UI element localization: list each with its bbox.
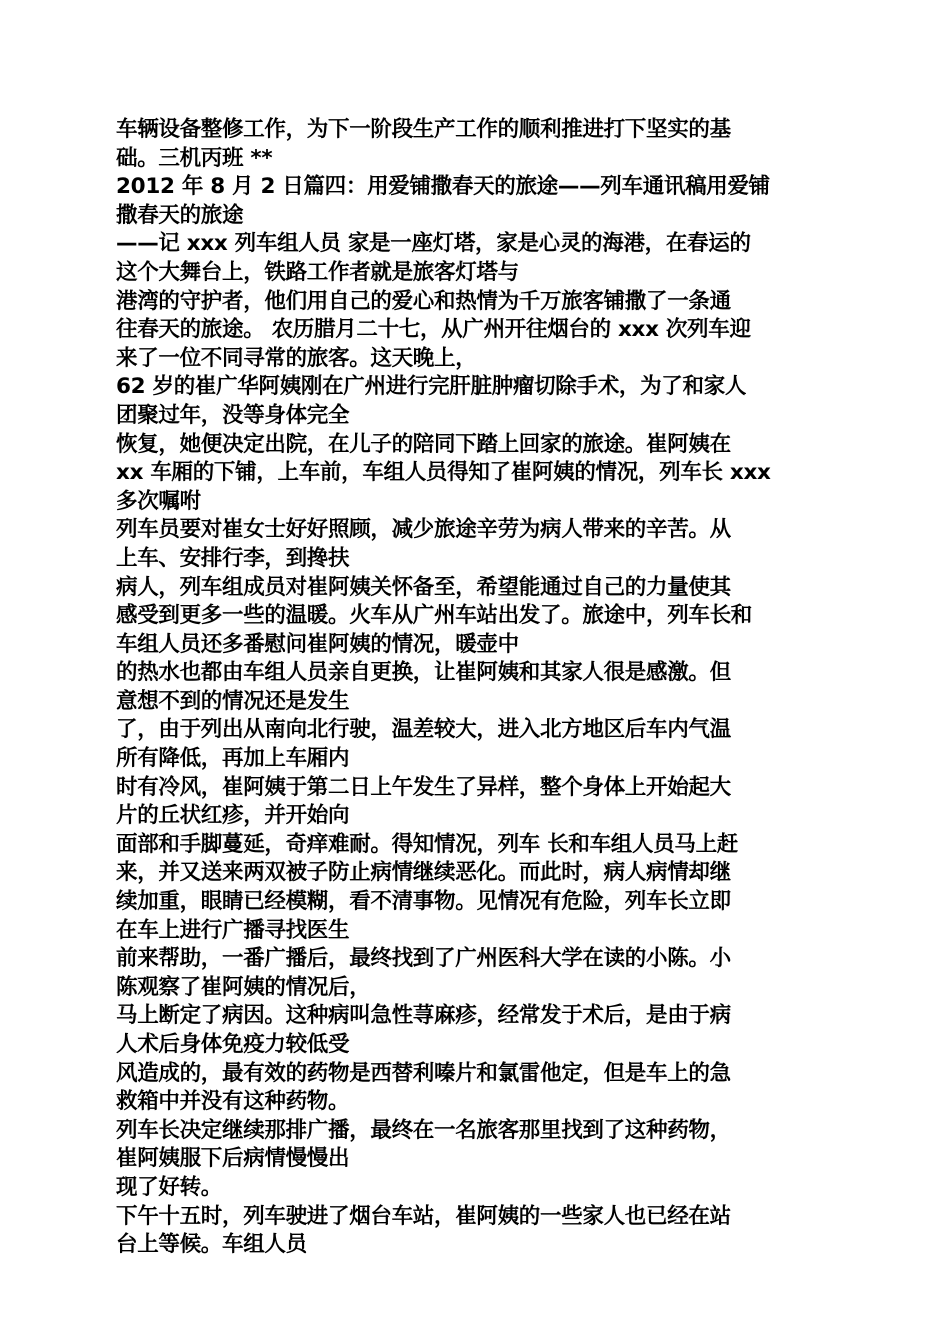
text-line: 这个大舞台上，铁路工作者就是旅客灯塔与: [116, 259, 519, 285]
text-line: 列车员要对崔女士好好照顾，减少旅途辛劳为病人带来的辛苦。从: [116, 517, 731, 543]
text-line: 港湾的守护者，他们用自己的爱心和热情为千万旅客铺撒了一条通: [116, 288, 731, 314]
text-line: 撒春天的旅途: [116, 202, 244, 228]
text-line: 感受到更多一些的温暖。火车从广州车站出发了。旅途中，列车长和: [116, 603, 753, 629]
text-line: 现了好转。: [116, 1174, 223, 1200]
text-line: 台上等候。车组人员: [116, 1232, 307, 1258]
text-line: 来，并又送来两双被子防止病情继续恶化。而此时，病人病情却继: [116, 860, 731, 886]
text-line: xx 车厢的下铺，上车前，车组人员得知了崔阿姨的情况，列车长 xxx: [116, 460, 771, 486]
article-body: [116, 116, 836, 1260]
text-line: 陈观察了崔阿姨的情况后，: [116, 974, 371, 1000]
text-line: 前来帮助，一番广播后，最终找到了广州医科大学在读的小陈。小: [116, 946, 731, 972]
text-line: 风造成的，最有效的药物是西替利嗪片和氯雷他定，但是车上的急: [116, 1060, 731, 1086]
text-line: 病人，列车组成员对崔阿姨关怀备至，希望能通过自己的力量使其: [116, 574, 731, 600]
text-line: 崔阿姨服下后病情慢慢出: [116, 1146, 350, 1172]
text-line: 在车上进行广播寻找医生: [116, 917, 350, 943]
text-line: 意想不到的情况还是发生: [116, 688, 350, 714]
text-line: 团聚过年，没等身体完全: [116, 402, 350, 428]
text-line: 人术后身体免疫力较低受: [116, 1032, 350, 1057]
text-line: 多次嘱咐: [116, 488, 201, 514]
text-line: 车辆设备整修工作，为下一阶段生产工作的顺利推进打下坚实的基: [116, 117, 731, 142]
text-line: 来了一位不同寻常的旅客。这天晚上，: [116, 345, 477, 371]
text-line: 了，由于列出从南向北行驶，温差较大，进入北方地区后车内气温: [116, 717, 731, 743]
text-line: 救箱中并没有这种药物。: [116, 1089, 350, 1115]
text-line: 片的丘状红疹，并开始向: [116, 803, 350, 829]
text-line: 往春天的旅途。 农历腊月二十七，从广州开往烟台的 xxx 次列车迎: [116, 317, 751, 343]
text-line: 所有降低，再加上车厢内: [116, 746, 350, 772]
text-line: ——记 xxx 列车组人员 家是一座灯塔，家是心灵的海港，在春运的: [116, 231, 751, 257]
text-line: 面部和手脚蔓延，奇痒难耐。得知情况，列车 长和车组人员马上赶: [116, 831, 738, 857]
text-line: 62 岁的崔广华阿姨刚在广州进行完肝脏肿瘤切除手术，为了和家人: [116, 374, 747, 400]
text-line: 下午十五时，列车驶进了烟台车站，崔阿姨的一些家人也已经在站: [116, 1203, 731, 1229]
text-line: 础。三机丙班 **: [116, 145, 273, 171]
text-line: 马上断定了病因。这种病叫急性荨麻疹，经常发于术后，是由于病: [116, 1003, 731, 1029]
text-line: 的热水也都由车组人员亲自更换，让崔阿姨和其家人很是感激。但: [116, 660, 731, 686]
text-line: 恢复，她便决定出院，在儿子的陪同下踏上回家的旅途。崔阿姨在: [116, 431, 731, 457]
text-line: 时有冷风，崔阿姨于第二日上午发生了异样，整个身体上开始起大: [116, 774, 731, 800]
text-line: 车组人员还多番慰问崔阿姨的情况，暖壶中: [116, 631, 519, 657]
text-line: 上车、安排行李，到搀扶: [116, 545, 350, 571]
text-line: 列车长决定继续那排广播，最终在一名旅客那里找到了这种药物，: [116, 1117, 731, 1143]
text-line: 2012 年 8 月 2 日篇四：用爱铺撒春天的旅途——列车通讯稿用爱铺: [116, 174, 770, 200]
text-line: 续加重，眼睛已经模糊，看不清事物。见情况有危险，列车长立即: [116, 889, 731, 915]
